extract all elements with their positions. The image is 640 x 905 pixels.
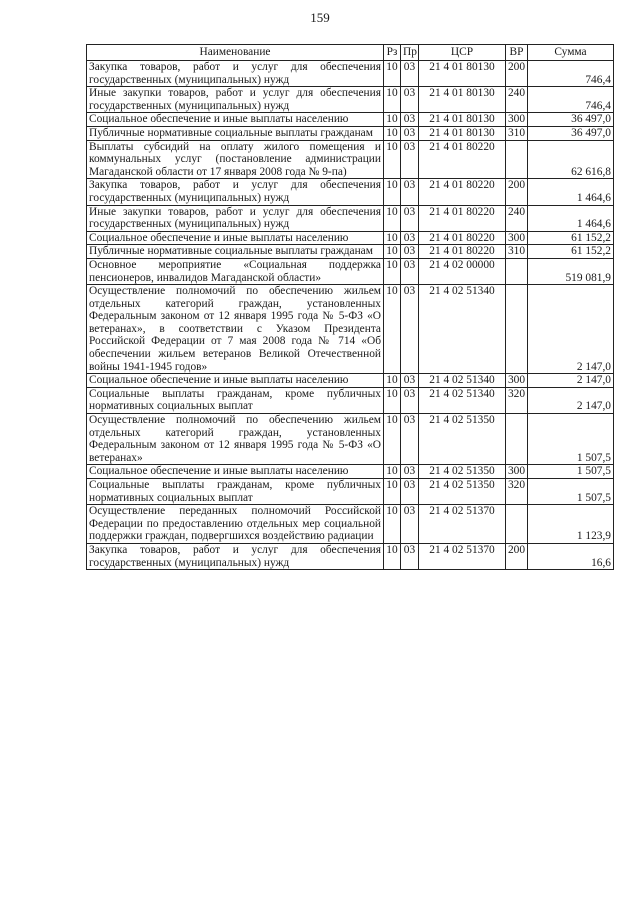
cell-sum: 1 507,5 bbox=[528, 414, 614, 465]
header-vr: ВР bbox=[506, 45, 528, 61]
cell-sum: 746,4 bbox=[528, 61, 614, 87]
cell-sum: 1 464,6 bbox=[528, 205, 614, 231]
table-row bbox=[87, 543, 614, 569]
cell-pr: 03 bbox=[401, 414, 419, 465]
cell-rz: 10 bbox=[384, 374, 401, 388]
cell-name: Закупка товаров, работ и услуг для обеспечения государственных (муниципальных) нужд bbox=[87, 61, 384, 87]
table-row bbox=[87, 414, 614, 465]
table-row bbox=[87, 231, 614, 245]
cell-name: Социальные выплаты гражданам, кроме публичных нормативных социальных выплат bbox=[87, 479, 384, 505]
table-row bbox=[87, 465, 614, 479]
cell-pr: 03 bbox=[401, 387, 419, 413]
cell-sum: 61 152,2 bbox=[528, 245, 614, 259]
table-row bbox=[87, 387, 614, 413]
cell-rz: 10 bbox=[384, 126, 401, 140]
cell-name: Закупка товаров, работ и услуг для обеспечения государственных (муниципальных) нужд bbox=[87, 543, 384, 569]
cell-pr: 03 bbox=[401, 479, 419, 505]
cell-sum: 62 616,8 bbox=[528, 140, 614, 179]
cell-pr: 03 bbox=[401, 505, 419, 544]
cell-sum: 36 497,0 bbox=[528, 113, 614, 127]
cell-name: Иные закупки товаров, работ и услуг для обеспечения государственных (муниципальных) нужд bbox=[87, 87, 384, 113]
cell-name: Закупка товаров, работ и услуг для обеспечения государственных (муниципальных) нужд bbox=[87, 179, 384, 205]
cell-csr: 21 4 01 80130 bbox=[419, 87, 506, 113]
cell-sum: 2 147,0 bbox=[528, 285, 614, 374]
header-rz: Рз bbox=[384, 45, 401, 61]
cell-pr: 03 bbox=[401, 113, 419, 127]
cell-vr: 300 bbox=[506, 465, 528, 479]
cell-pr: 03 bbox=[401, 285, 419, 374]
cell-pr: 03 bbox=[401, 205, 419, 231]
cell-pr: 03 bbox=[401, 543, 419, 569]
cell-csr: 21 4 01 80130 bbox=[419, 61, 506, 87]
cell-rz: 10 bbox=[384, 465, 401, 479]
cell-csr: 21 4 01 80220 bbox=[419, 231, 506, 245]
table-row bbox=[87, 87, 614, 113]
cell-csr: 21 4 02 51340 bbox=[419, 374, 506, 388]
cell-pr: 03 bbox=[401, 465, 419, 479]
table-row bbox=[87, 61, 614, 87]
cell-vr: 300 bbox=[506, 113, 528, 127]
cell-csr: 21 4 01 80130 bbox=[419, 126, 506, 140]
cell-csr: 21 4 02 51350 bbox=[419, 479, 506, 505]
cell-rz: 10 bbox=[384, 245, 401, 259]
cell-csr: 21 4 02 51370 bbox=[419, 505, 506, 544]
cell-csr: 21 4 01 80220 bbox=[419, 140, 506, 179]
cell-csr: 21 4 01 80220 bbox=[419, 205, 506, 231]
cell-rz: 10 bbox=[384, 387, 401, 413]
cell-csr: 21 4 01 80130 bbox=[419, 113, 506, 127]
cell-rz: 10 bbox=[384, 543, 401, 569]
cell-pr: 03 bbox=[401, 245, 419, 259]
cell-sum: 2 147,0 bbox=[528, 387, 614, 413]
cell-vr: 300 bbox=[506, 374, 528, 388]
cell-csr: 21 4 02 51340 bbox=[419, 387, 506, 413]
cell-vr: 320 bbox=[506, 387, 528, 413]
cell-rz: 10 bbox=[384, 505, 401, 544]
cell-rz: 10 bbox=[384, 231, 401, 245]
cell-vr bbox=[506, 258, 528, 284]
cell-csr: 21 4 02 51350 bbox=[419, 414, 506, 465]
header-csr: ЦСР bbox=[419, 45, 506, 61]
cell-name: Иные закупки товаров, работ и услуг для обеспечения государственных (муниципальных) нужд bbox=[87, 205, 384, 231]
cell-vr bbox=[506, 505, 528, 544]
cell-rz: 10 bbox=[384, 87, 401, 113]
table-row bbox=[87, 258, 614, 284]
cell-name: Осуществление полномочий по обеспечению жильем отдельных категорий граждан, установленных Федеральным законом от 12 января 1995 года № 5-ФЗ «О ветеранах», в соответствии с Указом Президента Российской Федерации от 7 мая 2008 года № 714 «Об обеспечении жильем ветеранов Великой Отечественной войны 1941-1945 годов» bbox=[87, 285, 384, 374]
table-header-row bbox=[87, 45, 614, 61]
cell-csr: 21 4 01 80220 bbox=[419, 245, 506, 259]
cell-vr bbox=[506, 140, 528, 179]
cell-sum: 1 464,6 bbox=[528, 179, 614, 205]
cell-pr: 03 bbox=[401, 87, 419, 113]
page-number: 159 bbox=[310, 10, 330, 25]
cell-name: Социальное обеспечение и иные выплаты населению bbox=[87, 465, 384, 479]
cell-rz: 10 bbox=[384, 205, 401, 231]
cell-vr: 240 bbox=[506, 87, 528, 113]
cell-name: Социальное обеспечение и иные выплаты населению bbox=[87, 374, 384, 388]
table-row bbox=[87, 505, 614, 544]
cell-rz: 10 bbox=[384, 113, 401, 127]
cell-sum: 36 497,0 bbox=[528, 126, 614, 140]
cell-vr: 200 bbox=[506, 61, 528, 87]
cell-vr: 200 bbox=[506, 543, 528, 569]
cell-name: Осуществление полномочий по обеспечению жильем отдельных категорий граждан, установленных Федеральным законом от 12 января 1995 года № 5-ФЗ «О ветеранах» bbox=[87, 414, 384, 465]
cell-name: Основное мероприятие «Социальная поддержка пенсионеров, инвалидов Магаданской области» bbox=[87, 258, 384, 284]
cell-sum: 1 507,5 bbox=[528, 479, 614, 505]
cell-vr: 320 bbox=[506, 479, 528, 505]
cell-csr: 21 4 02 00000 bbox=[419, 258, 506, 284]
table-row bbox=[87, 479, 614, 505]
cell-sum: 519 081,9 bbox=[528, 258, 614, 284]
header-sum: Сумма bbox=[528, 45, 614, 61]
table-row bbox=[87, 205, 614, 231]
cell-pr: 03 bbox=[401, 374, 419, 388]
cell-rz: 10 bbox=[384, 285, 401, 374]
cell-pr: 03 bbox=[401, 140, 419, 179]
cell-rz: 10 bbox=[384, 140, 401, 179]
cell-pr: 03 bbox=[401, 258, 419, 284]
cell-name: Публичные нормативные социальные выплаты гражданам bbox=[87, 126, 384, 140]
cell-csr: 21 4 02 51340 bbox=[419, 285, 506, 374]
cell-name: Социальные выплаты гражданам, кроме публичных нормативных социальных выплат bbox=[87, 387, 384, 413]
table-row bbox=[87, 285, 614, 374]
cell-csr: 21 4 02 51370 bbox=[419, 543, 506, 569]
cell-csr: 21 4 01 80220 bbox=[419, 179, 506, 205]
cell-vr: 300 bbox=[506, 231, 528, 245]
cell-csr: 21 4 02 51350 bbox=[419, 465, 506, 479]
table-row bbox=[87, 245, 614, 259]
cell-vr: 310 bbox=[506, 245, 528, 259]
cell-vr: 310 bbox=[506, 126, 528, 140]
cell-name: Осуществление переданных полномочий Российской Федерации по предоставлению отдельных мер социальной поддержки граждан, подвергшихся воздействию радиации bbox=[87, 505, 384, 544]
cell-vr bbox=[506, 285, 528, 374]
cell-rz: 10 bbox=[384, 258, 401, 284]
cell-pr: 03 bbox=[401, 126, 419, 140]
cell-vr bbox=[506, 414, 528, 465]
cell-rz: 10 bbox=[384, 414, 401, 465]
cell-rz: 10 bbox=[384, 179, 401, 205]
cell-name: Выплаты субсидий на оплату жилого помещения и коммунальных услуг (постановление администрации Магаданской области от 17 января 2008 года № 9-па) bbox=[87, 140, 384, 179]
cell-name: Публичные нормативные социальные выплаты гражданам bbox=[87, 245, 384, 259]
cell-pr: 03 bbox=[401, 179, 419, 205]
table-body bbox=[87, 61, 614, 570]
table-row bbox=[87, 179, 614, 205]
table-row bbox=[87, 140, 614, 179]
cell-sum: 1 507,5 bbox=[528, 465, 614, 479]
budget-table bbox=[86, 44, 614, 570]
header-name: Наименование bbox=[87, 45, 384, 61]
cell-vr: 200 bbox=[506, 179, 528, 205]
cell-name: Социальное обеспечение и иные выплаты населению bbox=[87, 231, 384, 245]
cell-rz: 10 bbox=[384, 479, 401, 505]
cell-name: Социальное обеспечение и иные выплаты населению bbox=[87, 113, 384, 127]
cell-sum: 1 123,9 bbox=[528, 505, 614, 544]
cell-rz: 10 bbox=[384, 61, 401, 87]
header-pr: Пр bbox=[401, 45, 419, 61]
cell-pr: 03 bbox=[401, 61, 419, 87]
cell-pr: 03 bbox=[401, 231, 419, 245]
cell-sum: 2 147,0 bbox=[528, 374, 614, 388]
table-row bbox=[87, 126, 614, 140]
cell-sum: 16,6 bbox=[528, 543, 614, 569]
table-row bbox=[87, 374, 614, 388]
cell-sum: 61 152,2 bbox=[528, 231, 614, 245]
table-row bbox=[87, 113, 614, 127]
cell-sum: 746,4 bbox=[528, 87, 614, 113]
cell-vr: 240 bbox=[506, 205, 528, 231]
